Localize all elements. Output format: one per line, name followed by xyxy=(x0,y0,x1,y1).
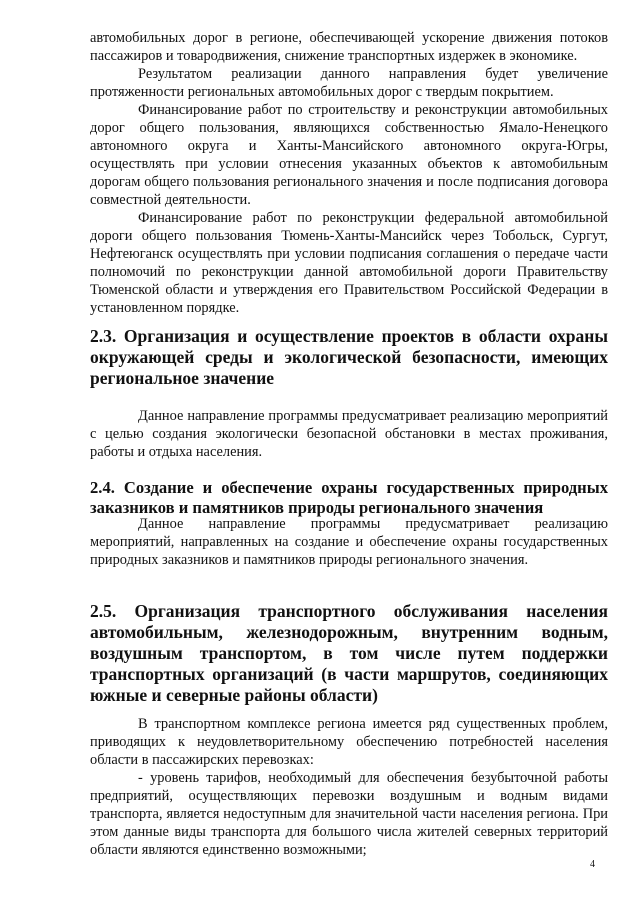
paragraph-road-network: автомобильных дорог в регионе, обеспечивающей ускорение движения потоков пассажиров и товародвижения, снижение транспортных издержек в экономике. xyxy=(90,30,608,64)
section-2-5-text-problems: В транспортном комплексе региона имеется ряд существенных проблем, приводящих к неудовлетворительному обеспечению потребностей населения области в пассажирских перевозках: xyxy=(90,716,608,768)
section-2-4-body xyxy=(90,515,608,569)
section-2-3 xyxy=(90,326,608,389)
intro-text-block xyxy=(90,29,608,317)
section-2-5-heading: 2.5. Организация транспортного обслуживания населения автомобильным, железнодорожным, внутренним водным, воздушным транспортом, в том числе путем поддержки транспортных организаций (в части маршрутов, соединяющих южные и северные районы области) xyxy=(90,601,608,705)
section-2-4 xyxy=(90,478,608,518)
section-2-4-text: Данное направление программы предусматривает реализацию мероприятий, направленных на создание и обеспечение охраны государственных природных заказников и памятников природы регионального значения. xyxy=(90,516,608,568)
section-2-3-heading: 2.3. Организация и осуществление проектов в области охраны окружающей среды и экологической безопасности, имеющих региональное значение xyxy=(90,326,608,388)
section-2-5-body xyxy=(90,715,608,859)
section-2-3-text: Данное направление программы предусматривает реализацию мероприятий с целью создания экологически безопасной обстановки в местах проживания, работы и отдыха населения. xyxy=(90,408,608,460)
paragraph-financing-districts: Финансирование работ по строительству и реконструкции автомобильных дорог общего пользования, являющихся собственностью Ямало-Ненецкого автономного округа и Ханты-Мансийского автономного округа-Югры, осуществлять при условии отнесения указанных объектов к автомобильным дорогам общего пользования регионального значения и после подписания договора совместной деятельности. xyxy=(90,102,608,208)
section-2-3-body xyxy=(90,407,608,461)
page-number: 4 xyxy=(590,859,595,870)
paragraph-financing-federal-road: Финансирование работ по реконструкции федеральной автомобильной дороги общего пользования Тюмень-Ханты-Мансийск через Тобольск, Сургут, Нефтеюганск осуществлять при условии подписания соглашения о передаче части полномочий по реконструкции данной автомобильной дороги Правительству Тюменской области и утверждения его Правительством Российской Федерации в установленном порядке. xyxy=(90,210,608,316)
section-2-4-heading: 2.4. Создание и обеспечение охраны государственных природных заказников и памятников природы регионального значения xyxy=(90,478,608,517)
paragraph-result: Результатом реализации данного направления будет увеличение протяженности региональных автомобильных дорог с твердым покрытием. xyxy=(90,66,608,100)
section-2-5 xyxy=(90,601,608,706)
section-2-5-text-tariffs: - уровень тарифов, необходимый для обеспечения безубыточной работы предприятий, осуществляющих перевозки воздушным и водным видами транспорта, является недоступным для значительной части населения региона. При этом данные виды транспорта для большого числа жителей северных территорий области являются единственно возможными; xyxy=(90,770,608,858)
